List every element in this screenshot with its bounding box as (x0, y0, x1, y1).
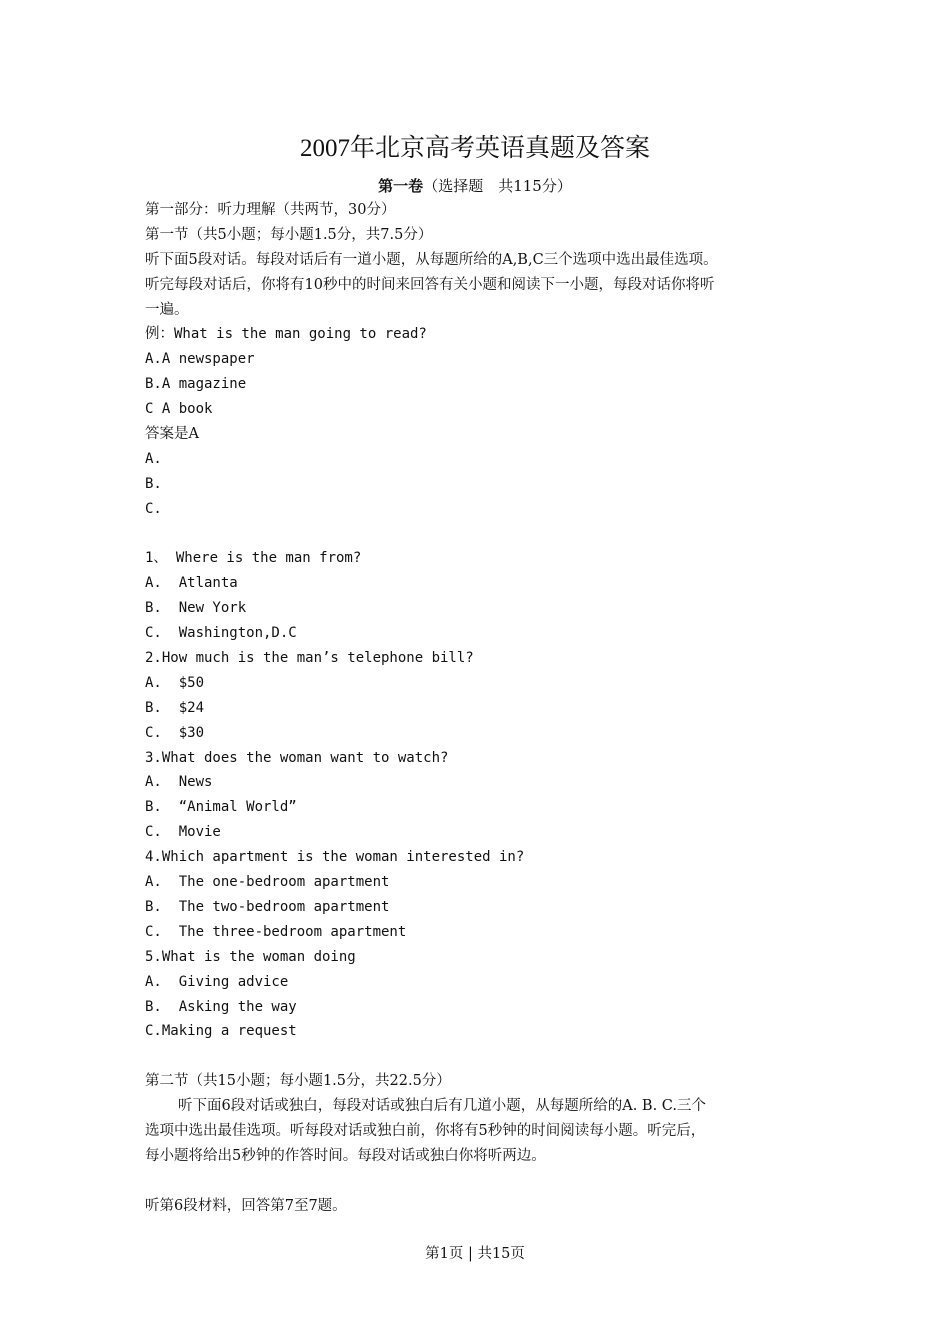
document-body (145, 198, 817, 1219)
paper-subtitle (0, 174, 950, 198)
question-option: A. Giving advice (145, 973, 289, 990)
question-option: C. Movie (145, 824, 221, 841)
question-1: 1、 Where is the man from? (145, 550, 362, 567)
spacer (145, 1169, 817, 1194)
example-question (145, 322, 817, 347)
question-option: A. Atlanta (145, 575, 238, 592)
segment-instruction: 听第6段材料，回答第7至7题。 (145, 1197, 347, 1214)
example-option: A.A newspaper (145, 351, 255, 368)
example-answer: 答案是A (145, 426, 199, 443)
instructions-line: 听下面6段对话或独白，每段对话或独白后有几道小题，从每题所给的A. B. C.三个 (178, 1098, 706, 1115)
question-option: B. New York (145, 600, 247, 617)
example-option: C A book (145, 401, 213, 418)
section-heading-2: 第二节（共15小题；每小题1.5分，共22.5分） (145, 1073, 451, 1090)
question-option: C.Making a request (145, 1023, 297, 1040)
spacer (145, 1044, 817, 1069)
part-heading: 第一部分：听力理解（共两节，30分） (145, 202, 396, 218)
question-option: B. Asking the way (145, 998, 297, 1015)
example-option: B.A magazine (145, 376, 247, 393)
question-4: 4.Which apartment is the woman interested in? (145, 849, 525, 866)
blank-option: C. (145, 500, 162, 517)
question-option: C. $30 (145, 724, 205, 741)
instructions-line: 每小题将给出5秒钟的作答时间。每段对话或独白你将听两边。 (145, 1147, 546, 1164)
question-option: A. News (145, 774, 213, 791)
question-option: B. $24 (145, 699, 205, 716)
question-option: A. $50 (145, 674, 205, 691)
section-heading-1: 第一节（共5小题；每小题1.5分，共7.5分） (145, 226, 433, 243)
blank-option: B. (145, 475, 162, 492)
question-option: C. The three-bedroom apartment (145, 923, 407, 940)
instructions-line: 选项中选出最佳选项。听每段对话或独白前，你将有5秒钟的时间阅读每小题。听完后， (145, 1122, 706, 1139)
question-5: 5.What is the woman doing (145, 948, 356, 965)
subtitle-rest: （选择题 共115分） (423, 177, 572, 195)
instructions-line: 听下面5段对话。每段对话后有一道小题，从每题所给的A,B,C三个选项中选出最佳选项。 (145, 251, 718, 268)
blank-option: A. (145, 450, 162, 467)
page-footer: 第1页 | 共15页 (425, 1246, 525, 1262)
example-question-text: What is the man going to read? (174, 326, 427, 343)
spacer (145, 522, 817, 547)
question-3: 3.What does the woman want to watch? (145, 749, 449, 766)
page-title: 2007年北京高考英语真题及答案 (299, 135, 650, 162)
example-prefix: 例： (145, 326, 174, 343)
instructions-line: 一遍。 (145, 301, 189, 318)
question-2: 2.How much is the man’s telephone bill? (145, 650, 474, 667)
subtitle-bold: 第一卷 (378, 177, 424, 195)
question-option: A. The one-bedroom apartment (145, 874, 390, 891)
question-option: B. The two-bedroom apartment (145, 898, 390, 915)
instructions-line: 听完每段对话后，你将有10秒中的时间来回答有关小题和阅读下一小题，每段对话你将听 (145, 276, 715, 293)
question-option: B. “Animal World” (145, 799, 297, 816)
question-option: C. Washington,D.C (145, 625, 297, 642)
